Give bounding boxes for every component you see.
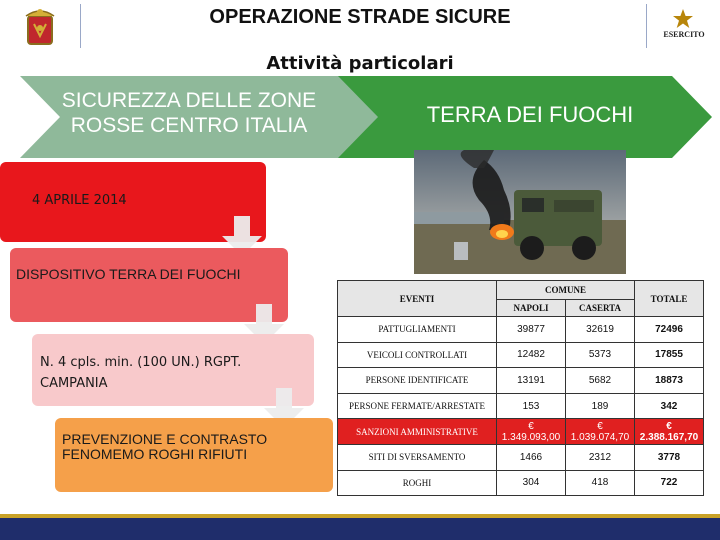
army-logo-label: ESERCITO (663, 30, 705, 39)
table-row (338, 444, 704, 470)
footer-stripe (0, 514, 720, 518)
cell-napoli: 304 (497, 470, 566, 496)
cell-totale: 3778 (635, 444, 704, 470)
cell-caserta: 189 (566, 393, 635, 419)
cell-napoli: 1466 (497, 444, 566, 470)
cell-totale: 342 (635, 393, 704, 419)
header-divider (80, 4, 81, 48)
cell-caserta: 2312 (566, 444, 635, 470)
flow-step-date-label: 4 APRILE 2014 (32, 193, 127, 208)
photo-military-vehicle-fire (414, 150, 626, 274)
column-header-totale: TOTALE (635, 281, 704, 317)
army-emblem-icon (18, 6, 62, 48)
cell-totale: 72496 (635, 317, 704, 343)
cell-napoli: 153 (497, 393, 566, 419)
cell-caserta: 32619 (566, 317, 635, 343)
chevron-terra-dei-fuochi-label: TERRA DEI FUOCHI (426, 102, 634, 127)
cell-totale: 18873 (635, 368, 704, 394)
events-table (337, 280, 704, 496)
page-title: OPERAZIONE STRADE SICURE (209, 6, 511, 28)
table-row (338, 368, 704, 394)
row-label: PERSONE FERMATE/ARRESTATE (338, 393, 497, 419)
cell-napoli: 12482 (497, 342, 566, 368)
cell-caserta: 5682 (566, 368, 635, 394)
row-label: PERSONE IDENTIFICATE (338, 368, 497, 394)
column-header-eventi: EVENTI (338, 281, 497, 317)
section-subtitle: Attività particolari (266, 53, 454, 74)
cell-napoli: 13191 (497, 368, 566, 394)
table-row-highlighted (338, 419, 704, 445)
row-label: ROGHI (338, 470, 497, 496)
chevron-zone-rosse-label: SICUREZZA DELLE ZONE ROSSE CENTRO ITALIA (61, 89, 317, 137)
table-row (338, 470, 704, 496)
cell-caserta: € 1.039.074,70 (566, 419, 635, 445)
cell-totale: € 2.388.167,70 (635, 419, 704, 445)
cell-napoli: € 1.349.093,00 (497, 419, 566, 445)
cell-napoli: 39877 (497, 317, 566, 343)
flow-step-forces-label: N. 4 cpls. min. (100 UN.) RGPT. CAMPANIA (40, 355, 242, 391)
flow-step-prevention-label: PREVENZIONE E CONTRASTO FENOMEMO ROGHI RIFIUTI (62, 431, 268, 462)
flow-step-dispositivo-label: DISPOSITIVO TERRA DEI FUOCHI (16, 266, 241, 282)
column-header-comune: COMUNE (497, 281, 635, 300)
column-header-napoli: NAPOLI (497, 300, 566, 317)
table-row (338, 342, 704, 368)
cell-caserta: 418 (566, 470, 635, 496)
row-label: VEICOLI CONTROLLATI (338, 342, 497, 368)
header-divider (646, 4, 647, 48)
row-label: PATTUGLIAMENTI (338, 317, 497, 343)
table-row (338, 393, 704, 419)
cell-totale: 722 (635, 470, 704, 496)
cell-totale: 17855 (635, 342, 704, 368)
table-row (338, 317, 704, 343)
column-header-caserta: CASERTA (566, 300, 635, 317)
row-label: SANZIONI AMMINISTRATIVE (338, 419, 497, 445)
star-icon (672, 8, 694, 30)
row-label: SITI DI SVERSAMENTO (338, 444, 497, 470)
cell-caserta: 5373 (566, 342, 635, 368)
